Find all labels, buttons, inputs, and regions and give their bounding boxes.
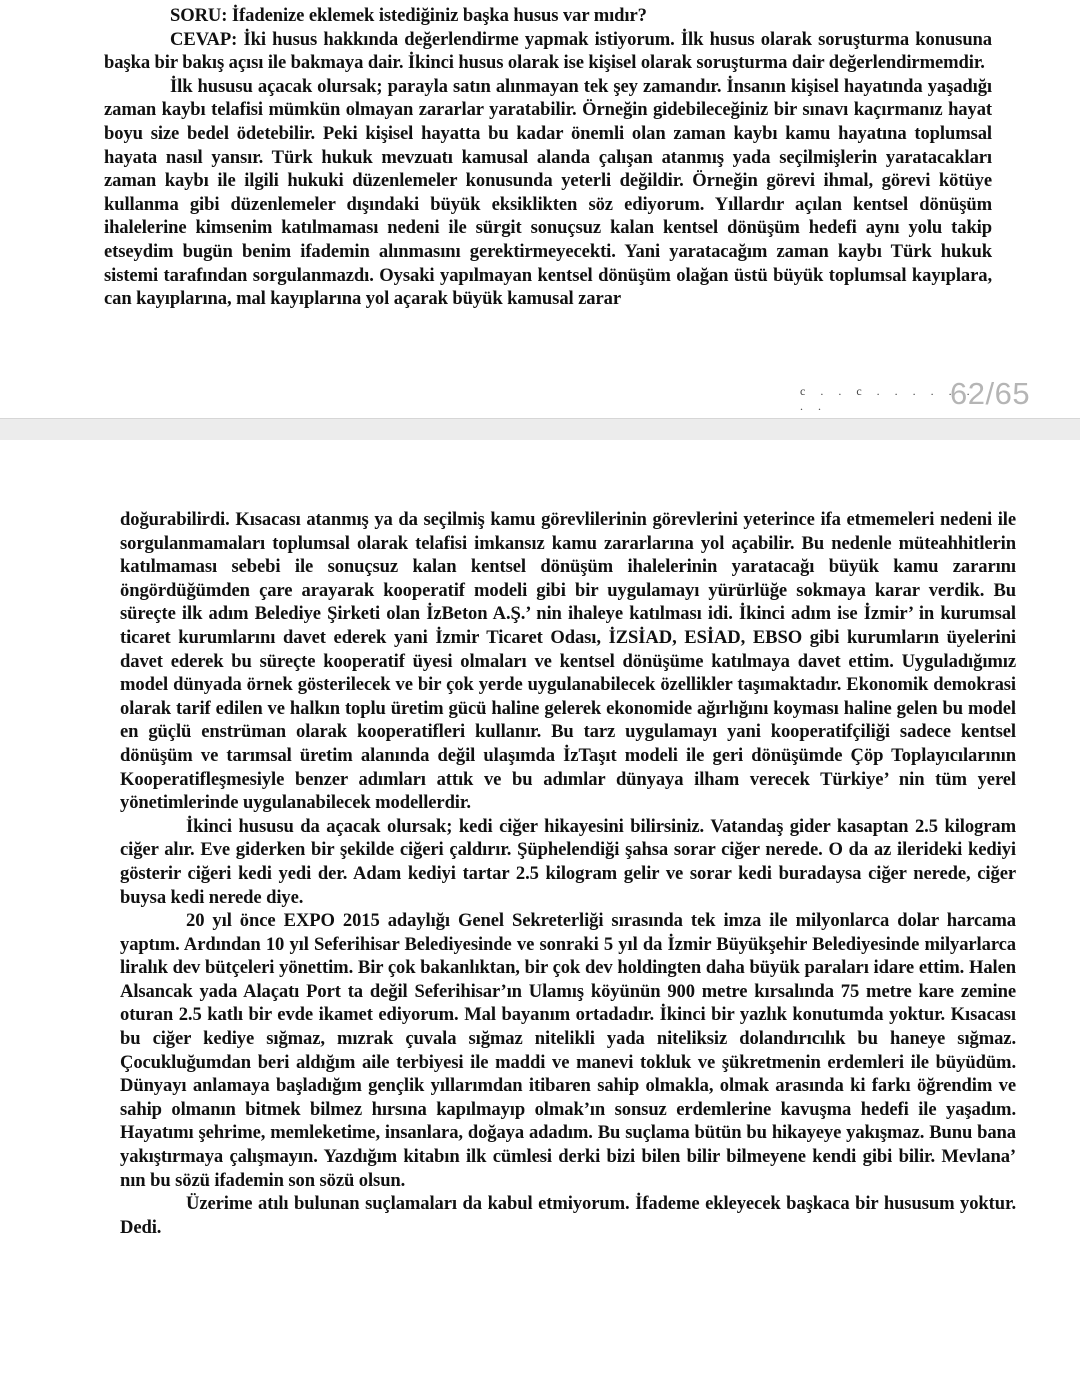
page-separator [0, 418, 1080, 442]
document-page-63 [0, 440, 1080, 1386]
cut-off-line-fragment: c . . c . . . . . . . . [800, 384, 976, 413]
question-line: SORU: İfadenize eklemek istediğiniz başka husus var mıdır? [170, 5, 647, 26]
personal-history-paragraph: 20 yıl önce EXPO 2015 adaylığı Genel Sekreterliği sırasında tek imza ile milyonlarca dolar harcama yaptım. Ardından 10 yıl Seferihisar Belediyesinde ve sonraki 5 yıl da İzmir Büyükşehir Belediyesinde milyarlarca liralık dev bütçeleri yönettim. Bir çok bakanlıktan, bir çok dev holdingten daha büyük paraları idare ettim. Halen Alsancak yada Alaçatı Port ta değil Seferihisar’ın Ulamış köyünün 900 metre kırsalında 75 metre kare zemine oturan 2.5 katlı bir evde ikamet ediyorum. Mal bayanım ortadadır. İkinci bir yazlık konutumda yoktur. Kısacası bu ciğer kediye sığmaz, mızrak çuvala sığmaz nitelikli yada niteliksiz dolandırıcılık bu haneye sığmaz. Çocukluğumdan beri aldığım aile terbiyesi ile maddi ve manevi tokluk ve şükretmenin erdemleri ile büyüdüm. Dünyayı anlamaya başladığım gençlik yıllarımdan itibaren sahip olmakla, olmak arasında ki farkı öğrendim ve sahip olmanın bitmek bilmez hırsına kapılmayıp olmak’ın sonsuz erdemlerine kavuşma hedefi ile yaşadım. Hayatımı şehrime, memleketime, insanlara, doğaya adadım. Bu suçlama bütün bu hikayeye yakışmaz. Bunu bana yakıştırmaya çalışmayın. Yazdığım kitabın ilk cümlesi derki bizi bilen bilir bilmeyene kendi gibi bilir. Mevlana’ nın bu sözü ifademin son sözü olsun. [120, 910, 1016, 1191]
document-page-62 [0, 0, 1080, 418]
page-62-text [104, 4, 992, 311]
page-counter: 62/65 [950, 376, 1031, 411]
answer-intro-paragraph: CEVAP: İki husus hakkında değerlendirme yapmak istiyorum. İlk husus olarak soruşturma konusuna başka bir bakış açısı ile bakmaya dair. İkinci husus olarak ise kişisel olarak soruşturma dair değerlendirmemdir. [104, 28, 992, 74]
continuation-paragraph: doğurabilirdi. Kısacası atanmış ya da seçilmiş kamu görevlilerinin görevlerini yeterince ifa etmemeleri nedeni ile sorgulanmamaları toplumsal olarak telafisi imkansız kamu zararlarına yol açabilir. Bu nedenle müteahhitlerin katılmaması sebebi ile sonuçsuz kalan kentsel dönüşüm ihalelerinin yaratacağı büyük kamu zararını öngördüğümden çare arayarak kooperatif modeli gibi bir uygulamayı yürürlüğe sokmaya karar verdik. Bu süreçte ilk adım Belediye Şirketi olan İzBeton A.Ş.’ nin ihaleye katılması idi. İkinci adım ise İzmir’ in kurumsal ticaret kurumlarını davet ederek yani İzmir Ticaret Odası, İZSİAD, ESİAD, EBSO gibi kurumların üyelerini davet ederek bu süreçte kooperatif üyesi olmaları ve kentsel dönüşüme katılmaya davet ettim. Uyguladığımız model dünyada örnek gösterilecek ve bir çok yerde uygulanabilecek özellikler taşımaktadır. Ekonomik demokrasi olarak tarif edilen ve halkın toplu üretim gücü haline gelerek ekonomide ağırlığını koyması haline gelen bu model en güçlü enstrüman olarak kooperatifleri kullanır. Bu tarz uygulamayı yani kooperatifçiliği sadece kentsel dönüşüm ve tarımsal üretim alanında değil ulaşımda İzTaşıt modeli ile geri dönüşümde Çöp Toplayıcılarının Kooperatifleşmesiyle benzer adımları attık ve bu adımlar dünyaya ilham verecek Türkiye’ nin tüm yerel yönetimlerinde uygulanabilecek modellerdir. [120, 509, 1016, 814]
closing-statement-paragraph: Üzerime atılı bulunan suçlamaları da kabul etmiyorum. İfademe ekleyecek başkaca bir hususum yoktur. Dedi. [120, 1193, 1016, 1238]
page-63-text [120, 508, 1016, 1239]
first-point-paragraph: İlk hususu açacak olursak; parayla satın alınmayan tek şey zamandır. İnsanın kişisel hayatında yaşadığı zaman kaybı telafisi mümkün olmayan zararlar yaratabilir. Örneğin gidebileceğiniz bir sınavı kaçırmanız hayat boyu size bedel ödetebilir. Peki kişisel hayatta bu kadar önemli olan zaman kaybı kamu hayatına toplumsal hayata nasıl yansır. Türk hukuk mevzuatı kamusal alanda çalışan atanmış yada seçilmişlerin yaratacakları zaman kaybı ile ilgili hukuki düzenlemeler konusunda yeterli değildir. Örneğin görevi ihmal, görevi kötüye kullanma gibi düzenlemeler dışındaki büyük eksiklikten söz ediyorum. Yıllardır açılan kentsel dönüşüm ihalelerine kimsenim katılmaması nedeni ile sürgit sonuçsuz kalan kentsel dönüşüm hedefi aynı yolu takip etseydim bugün benim ifademin alınmasını gerektirmeyecekti. Yani yaratacağım zaman kaybı Türk hukuk sistemi tarafından sorgulanmazdı. Oysaki yapılmayan kentsel dönüşüm olağan üstü büyük toplumsal kayıplara, can kayıplarına, mal kayıplarına yol açarak büyük kamusal zarar [104, 75, 992, 310]
second-point-paragraph: İkinci hususu da açacak olursak; kedi ciğer hikayesini bilirsiniz. Vatandaş gider kasaptan 2.5 kilogram ciğer alır. Eve giderken bir şekilde ciğeri çaldırır. Şüphelendiği şahsa sorar ciğer nerede. O da az ilerideki kediyi gösterir ciğeri kedi yedi der. Adam kediyi tartar 2.5 kilogram gelir ve sorar kedi buradaysa ciğer nerede, ciğer buysa kedi nerede diye. [120, 815, 1016, 908]
